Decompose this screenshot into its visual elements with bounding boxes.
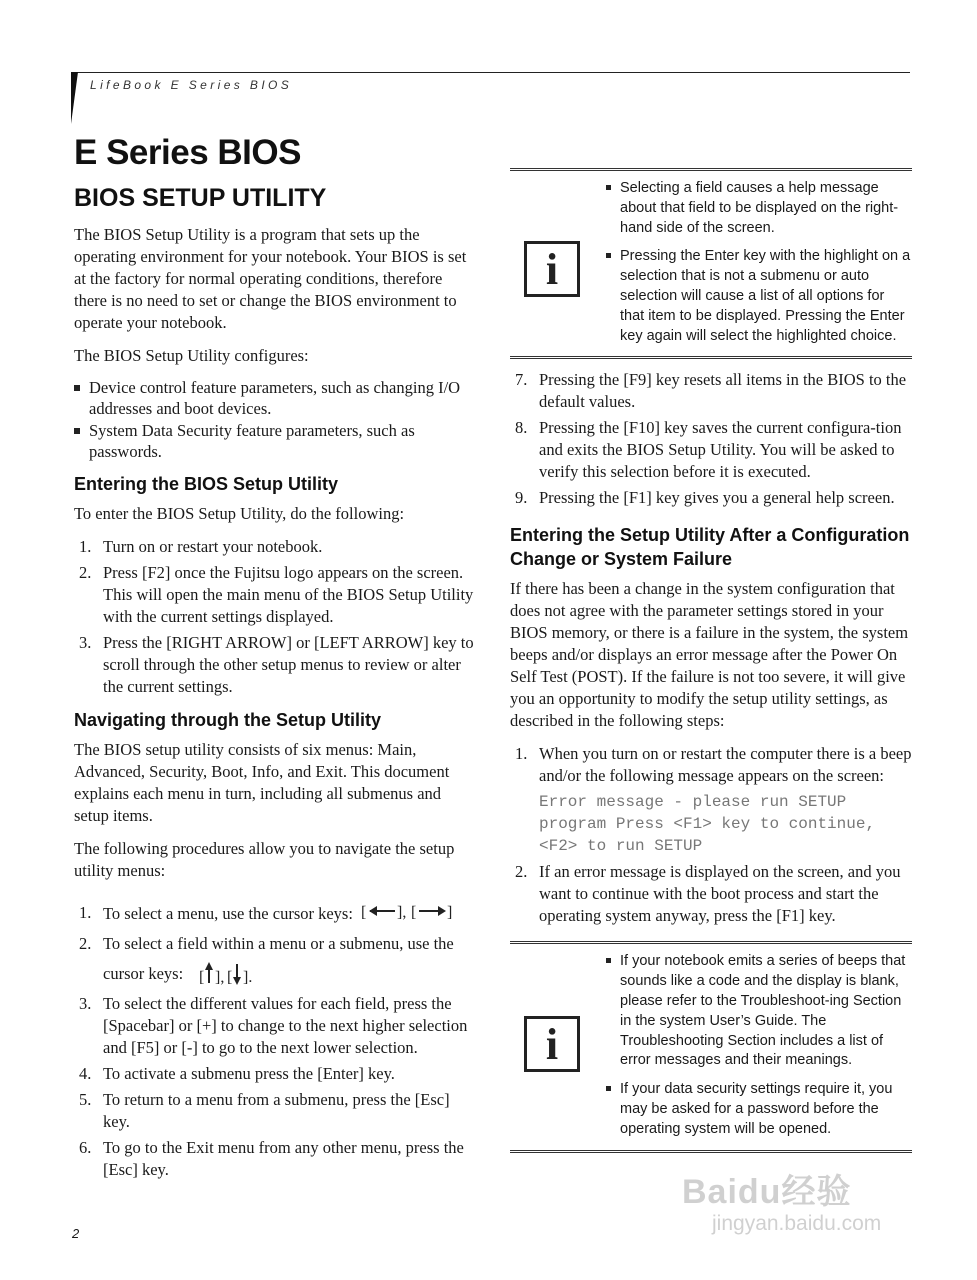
- arrow-keys-up-down-icon: [199, 961, 251, 987]
- entering-intro: To enter the BIOS Setup Utility, do the following:: [74, 504, 405, 523]
- running-head: LifeBook E Series BIOS: [90, 78, 293, 92]
- chapter-title: E Series BIOS: [74, 133, 301, 172]
- bullet-square-icon: [606, 185, 611, 190]
- note-box-1: [510, 168, 912, 359]
- svg-text:[: [: [411, 904, 417, 921]
- list-item: 2. Press [F2] once the Fujitsu logo appears on the screen. This will open the main menu of the BIOS Setup Utility with the current settings displayed.: [79, 563, 474, 626]
- intro-paragraph: The BIOS Setup Utility is a program that sets up the operating environment for your notebook. Your BIOS is set at the factory for normal operating conditions, therefore there is no need to set or change the BIOS environment to operate your notebook.: [74, 225, 467, 332]
- section-title: BIOS SETUP UTILITY: [74, 184, 327, 212]
- list-item: 1. To select a menu, use the cursor keys: [ ], [ ]: [79, 903, 453, 923]
- list-item: 1. Turn on or restart your notebook.: [79, 537, 323, 556]
- list-item: 5. To return to a menu from a submenu, press the [Esc] key.: [79, 1090, 450, 1131]
- list-item: 7. Pressing the [F9] key resets all items in the BIOS to the default values.: [515, 370, 907, 412]
- navigating-paragraph-1: The BIOS setup utility consists of six menus: Main, Advanced, Security, Boot, Info, and Exit. This document explains each menu in turn, including all submenus and setup items.: [74, 740, 450, 825]
- config-list: [74, 378, 474, 462]
- entering-heading: Entering the BIOS Setup Utility: [74, 474, 339, 494]
- list-item: Pressing the Enter key with the highlight on a selection that is not a submenu or auto selection will cause a list of all options for that item to be displayed. Pressing the Enter key again will select the highlighted choice.: [606, 247, 912, 346]
- list-item: Selecting a field causes a help message about that field to be displayed on the right-hand side of the screen.: [606, 179, 912, 238]
- bullet-square-icon: [74, 428, 80, 434]
- failure-heading: Entering the Setup Utility After a Configuration Change or System Failure: [510, 525, 910, 570]
- list-item: If your notebook emits a series of beeps that sounds like a code and the display is blank, please refer to the Troubleshoot-ing Section in the system User’s Guide. The Troubleshooting Section includes a list of error messages and their meanings.: [606, 952, 912, 1071]
- svg-text:[: [: [227, 969, 233, 986]
- entering-steps: [74, 536, 474, 698]
- watermark-url: jingyan.baidu.com: [712, 1212, 882, 1235]
- failure-paragraph: If there has been a change in the system configuration that does not agree with the parameter settings stored in your BIOS memory, or there is a failure in the system, the system beeps and/or displays an error message after the Power On Self Test (POST). If the failure is not too severe, it will give you an opportunity to modify the setup utility settings, as described in the following steps:: [510, 579, 909, 731]
- list-item: 3. To select the different values for each field, press the [Spacebar] or [+] to change to the next higher selection and [F5] or [-] to go to the next lower selection.: [79, 994, 468, 1057]
- list-item: Device control feature parameters, such as changing I/O addresses and boot devices.: [74, 378, 474, 419]
- navigating-heading: Navigating through the Setup Utility: [74, 710, 381, 730]
- list-item: 8. Pressing the [F10] key saves the current configura-tion and exits the BIOS Setup Utility. You will be asked to verify this selection before it is executed.: [515, 418, 902, 482]
- list-item: If your data security settings require it, you may be asked for a password before the operating system will be opened.: [606, 1080, 912, 1139]
- list-item: 2. If an error message is displayed on the screen, and you want to continue with the boot process and start the operating system anyway, press the [F1] key.: [515, 862, 901, 926]
- info-i-icon: i: [524, 241, 580, 297]
- steps-continued: [510, 369, 912, 509]
- svg-text:].: ].: [243, 969, 253, 986]
- info-i-icon: i: [524, 1016, 580, 1072]
- header-tab-marker: [71, 72, 78, 124]
- configures-paragraph: The BIOS Setup Utility configures:: [74, 346, 309, 365]
- left-column: [74, 132, 474, 1187]
- bullet-square-icon: [606, 1086, 611, 1091]
- list-item: System Data Security feature parameters, such as passwords.: [74, 421, 474, 462]
- bullet-square-icon: [74, 385, 80, 391]
- arrow-keys-left-right-icon: [361, 902, 453, 922]
- note-box-2: [510, 941, 912, 1152]
- bullet-square-icon: [606, 958, 611, 963]
- navigating-paragraph-2: The following procedures allow you to navigate the setup utility menus:: [74, 839, 455, 880]
- list-item: 4. To activate a submenu press the [Enter] key.: [79, 1064, 395, 1083]
- watermark-brand: Baidu经验: [682, 1173, 852, 1211]
- page-number: 2: [72, 1226, 80, 1241]
- error-message-text: Error message - please run SETUP program Press <F1> key to continue, <F2> to run SETUP: [539, 793, 876, 856]
- bullet-square-icon: [606, 253, 611, 258]
- list-item: 2. To select a field within a menu or a submenu, use the cursor keys: [ ], [ ].: [79, 934, 454, 986]
- navigation-steps: [74, 902, 474, 1181]
- list-item: 9. Pressing the [F1] key gives you a general help screen.: [515, 488, 895, 508]
- list-item: 6. To go to the Exit menu from any other menu, press the [Esc] key.: [79, 1138, 464, 1179]
- header-rule: [74, 72, 910, 73]
- list-item: 3. Press the [RIGHT ARROW] or [LEFT ARROW] key to scroll through the other setup menus to review or alter the current settings.: [79, 633, 474, 696]
- svg-text:],: ],: [215, 969, 225, 986]
- svg-text:]: ]: [447, 904, 453, 921]
- svg-text:[: [: [199, 969, 205, 986]
- right-column: [510, 168, 912, 1153]
- failure-steps: [510, 743, 912, 927]
- list-item: 1. When you turn on or restart the computer there is a beep and/or the following message appears on the screen: Error message - please run SETUP program Press <F1> key to continue, <F2> to run SETUP: [515, 744, 912, 856]
- svg-text:],: ],: [397, 904, 407, 921]
- svg-text:[: [: [361, 904, 367, 921]
